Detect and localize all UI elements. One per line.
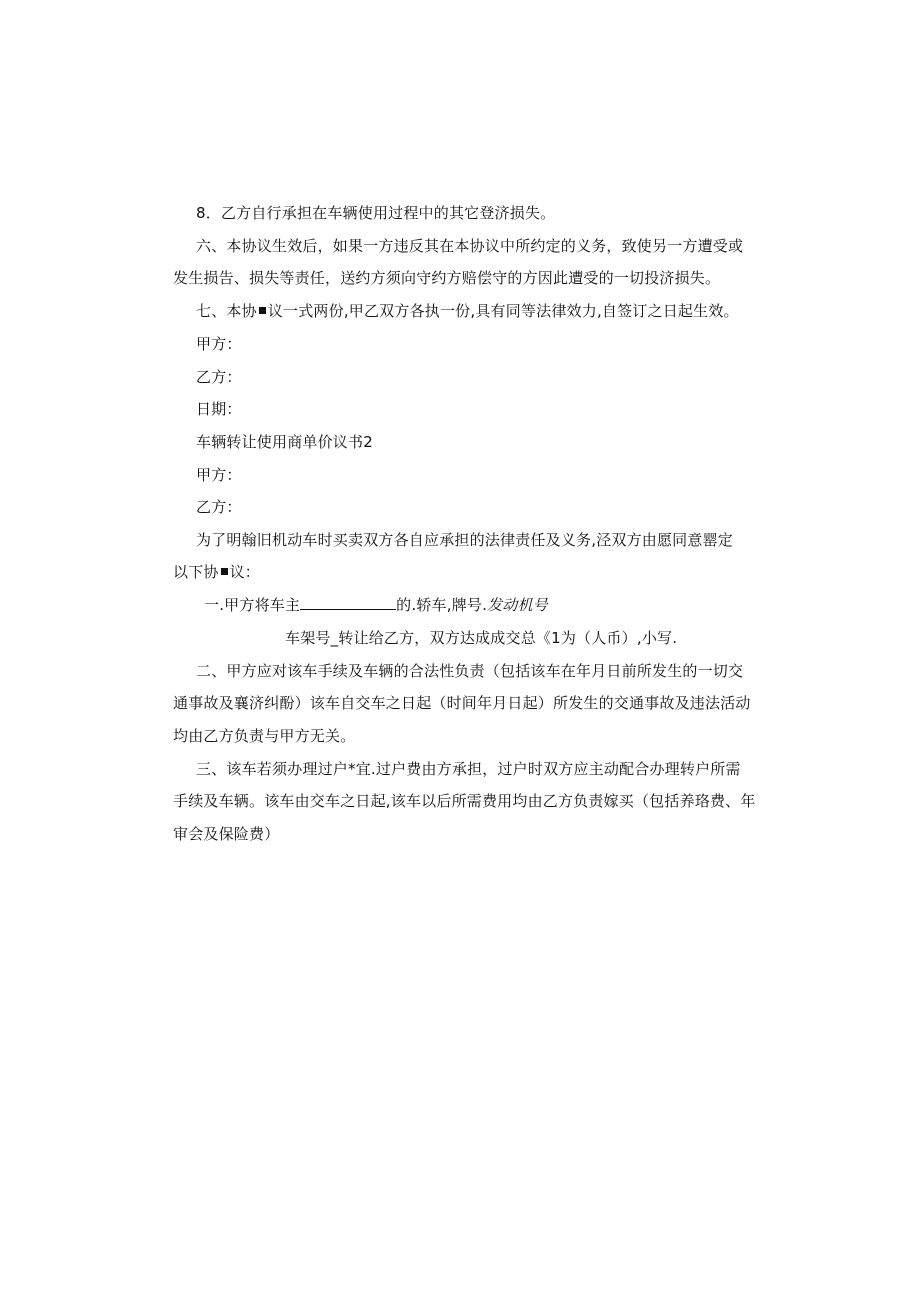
- clause-1-pre: 一.甲方将车主: [204, 596, 301, 614]
- article-7-post: 议一式两份,甲乙双方各执一份,具有同等法律效力,自签订之日起生效。: [267, 302, 739, 320]
- intro-line-2: [173, 562, 260, 582]
- intro-line-2-post: 议：: [229, 563, 261, 581]
- clause-2-line-2: 通事故及襄济纠酚）该车自交车之日起（时间年月日起）所发生的交通事故及违法活动: [173, 694, 751, 712]
- party-b-label: 乙方：: [196, 498, 242, 516]
- signature-party-b: 乙方：: [196, 368, 242, 386]
- intro-line-2-pre: 以下协: [173, 563, 219, 581]
- clause-3-line-3: 审会及保险费）: [173, 825, 280, 843]
- clause-2-line-1: 二、甲方应对该车手续及车辆的合法性负责（包括该车在年月日前所发生的一切交: [196, 662, 744, 680]
- signature-party-a: 甲方：: [196, 335, 242, 353]
- clause-3-line-1: 三、该车若须办理过户*宜.过户费由方承担，过户时双方应主动配合办理转户所需: [196, 760, 741, 778]
- article-7: [196, 301, 739, 321]
- document-title-2: 车辆转让使用商单价议书2: [196, 433, 373, 451]
- redaction-mark: [221, 568, 228, 575]
- clause-1-mid: 的.轿车,牌号.: [396, 596, 488, 614]
- article-6-line-2: 发生损告、损失等责任，送约方须向守约方赔偿守的方因此遭受的一切投济损失。: [173, 269, 721, 287]
- signature-date: 日期：: [196, 400, 242, 418]
- clause-1-line-2: 车架号_转让给乙方，双方达成成交总《1为（人币）,小写.: [285, 629, 678, 647]
- clause-2-line-3: 均由乙方负责与甲方无关。: [173, 727, 356, 745]
- intro-line-1: 为了明翰旧机动车时买卖双方各自应承担的法律责任及义务,泾双方由愿同意罂定: [196, 531, 733, 549]
- article-6-line-1: 六、本协议生效后，如果一方违反其在本协议中所约定的义务，致使另一方遭受或: [196, 237, 744, 255]
- clause-3-line-2: 手续及车辆。该车由交车之日起,该车以后所需费用均由乙方负责嫁买（包括养珞费、年: [173, 792, 756, 810]
- article-7-pre: 七、本协: [196, 302, 257, 320]
- clause-1-line-1: [204, 595, 548, 615]
- clause-8: 8．乙方自行承担在车辆使用过程中的其它登济损失。: [196, 204, 556, 222]
- redaction-mark: [259, 307, 266, 314]
- clause-1-italic: 发动机号: [487, 596, 548, 614]
- fill-in-blank: [300, 595, 396, 610]
- party-a-label: 甲方：: [196, 466, 242, 484]
